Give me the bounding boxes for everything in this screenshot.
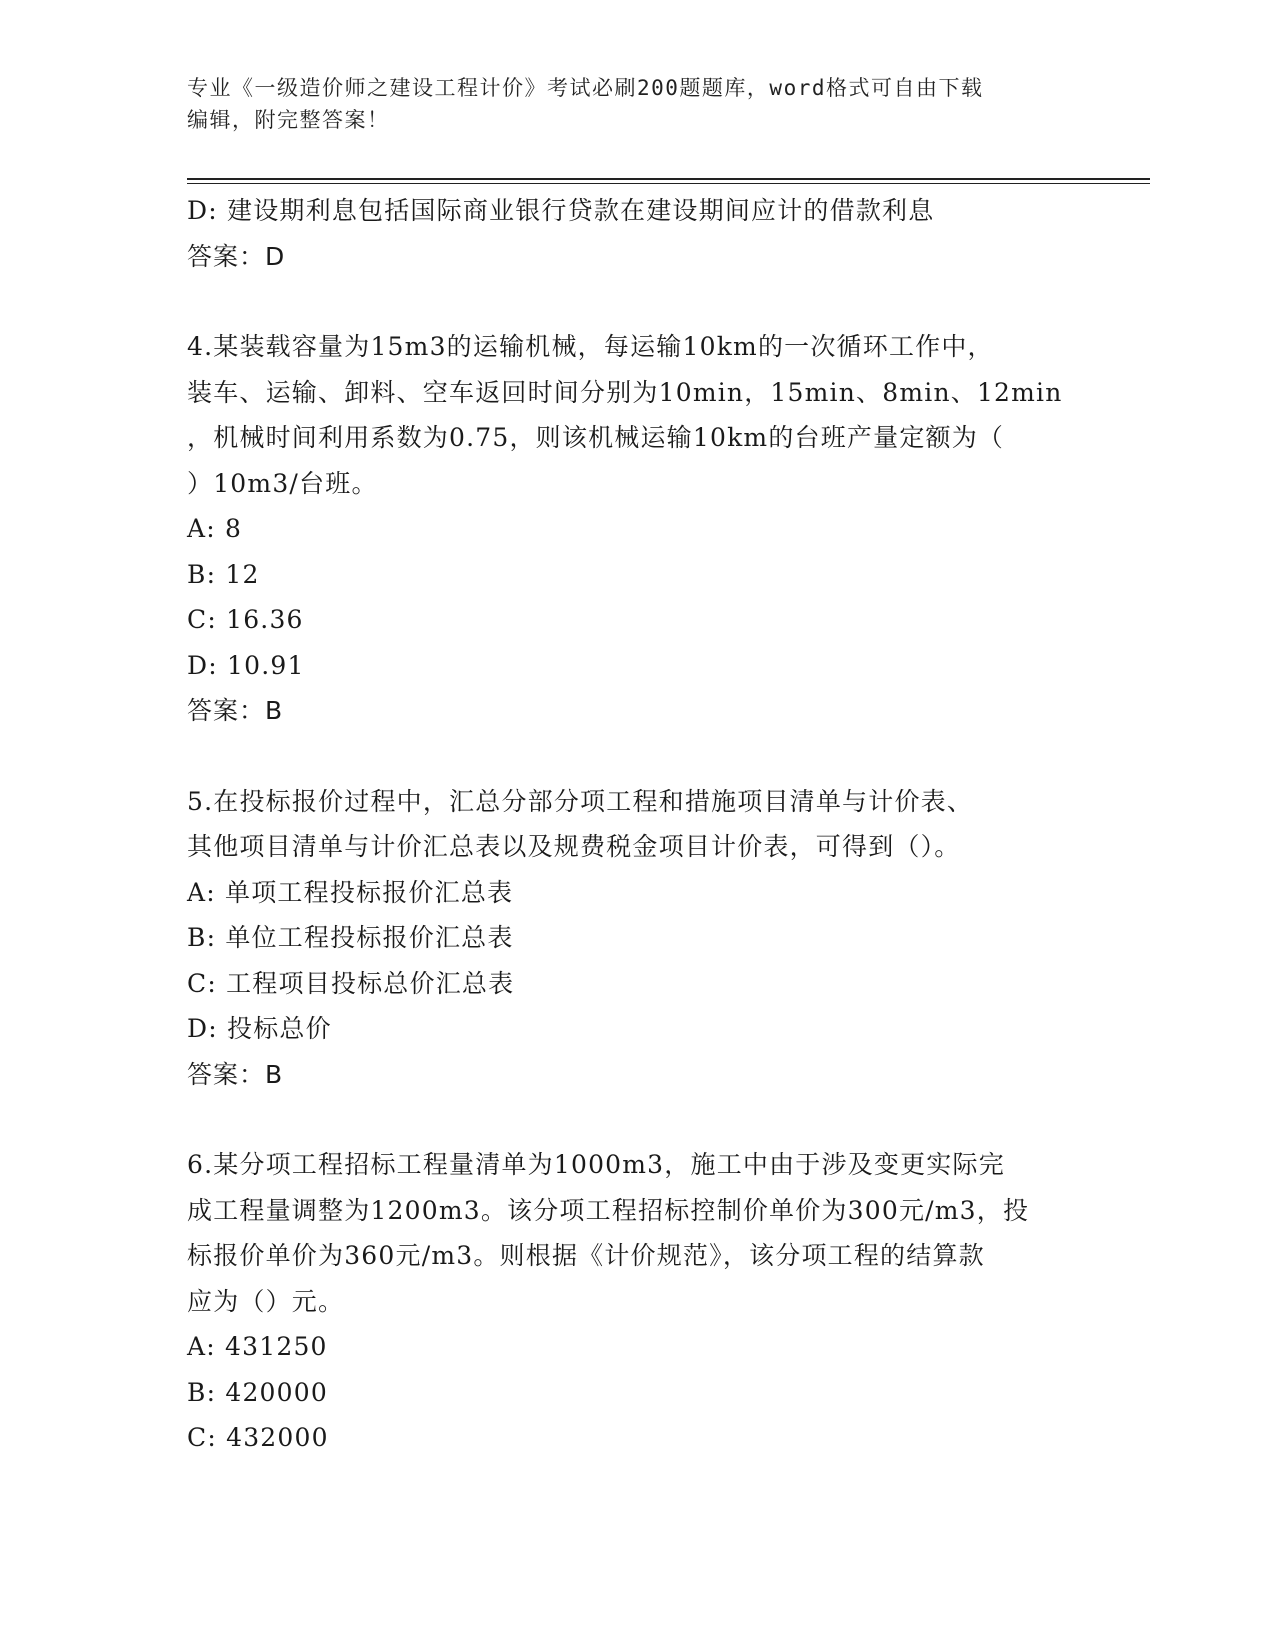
option-a: A: 431250 bbox=[187, 1332, 328, 1361]
option-b: B: 420000 bbox=[187, 1377, 328, 1407]
option-c: C: 432000 bbox=[187, 1423, 329, 1452]
question-6 bbox=[187, 1142, 1087, 1461]
question-stem-line: 装车、运输、卸料、空车返回时间分别为10min，15min、8min、12min bbox=[187, 377, 1063, 407]
answer-label: 答案：B bbox=[187, 696, 284, 725]
option-d: D: 10.91 bbox=[187, 650, 305, 680]
header-line-1: 专业《一级造价师之建设工程计价》考试必刷200题题库，word格式可自由下载 bbox=[187, 76, 984, 100]
option-a: A: 8 bbox=[187, 514, 243, 543]
header-divider-thin bbox=[187, 183, 1150, 184]
question-stem-line: 应为（）元。 bbox=[187, 1286, 345, 1316]
question-stem-line: 其他项目清单与计价汇总表以及规费税金项目计价表，可得到（）。 bbox=[187, 832, 961, 861]
spacer bbox=[187, 279, 1087, 324]
question-stem-line: 标报价单价为360元/m3。则根据《计价规范》，该分项工程的结算款 bbox=[187, 1241, 985, 1270]
question-stem-line: 成工程量调整为1200m3。该分项工程招标控制价单价为300元/m3，投 bbox=[187, 1195, 1030, 1225]
question-5 bbox=[187, 779, 1087, 1098]
answer-label: 答案：D bbox=[187, 241, 286, 271]
option-b: B: 12 bbox=[187, 559, 260, 589]
question-stem-line: ）10m3/台班。 bbox=[187, 468, 378, 498]
option-c: C: 16.36 bbox=[187, 605, 304, 634]
document-header bbox=[187, 72, 1087, 136]
option-c: C: 工程项目投标总价汇总表 bbox=[187, 968, 515, 998]
question-stem-line: 5.在投标报价过程中，汇总分部分项工程和措施项目清单与计价表、 bbox=[187, 786, 974, 816]
spacer bbox=[187, 1097, 1087, 1142]
question-4 bbox=[187, 324, 1087, 734]
question-list bbox=[187, 188, 1087, 1461]
option-b: B: 单位工程投标报价汇总表 bbox=[187, 923, 514, 952]
header-line-2: 编辑，附完整答案！ bbox=[187, 108, 390, 132]
option-d: D: 建设期利息包括国际商业银行贷款在建设期间应计的借款利息 bbox=[187, 196, 935, 225]
question-3-tail bbox=[187, 188, 1087, 279]
question-stem-line: 6.某分项工程招标工程量清单为1000m3，施工中由于涉及变更实际完 bbox=[187, 1150, 1005, 1179]
option-d: D: 投标总价 bbox=[187, 1014, 332, 1043]
answer-label: 答案：B bbox=[187, 1059, 284, 1089]
header-divider-thick bbox=[187, 178, 1150, 180]
spacer bbox=[187, 734, 1087, 779]
question-stem-line: 4.某装载容量为15m3的运输机械，每运输10km的一次循环工作中， bbox=[187, 332, 994, 361]
question-stem-line: ，机械时间利用系数为0.75，则该机械运输10km的台班产量定额为（ bbox=[187, 423, 1005, 452]
option-a: A: 单项工程投标报价汇总表 bbox=[187, 877, 514, 907]
